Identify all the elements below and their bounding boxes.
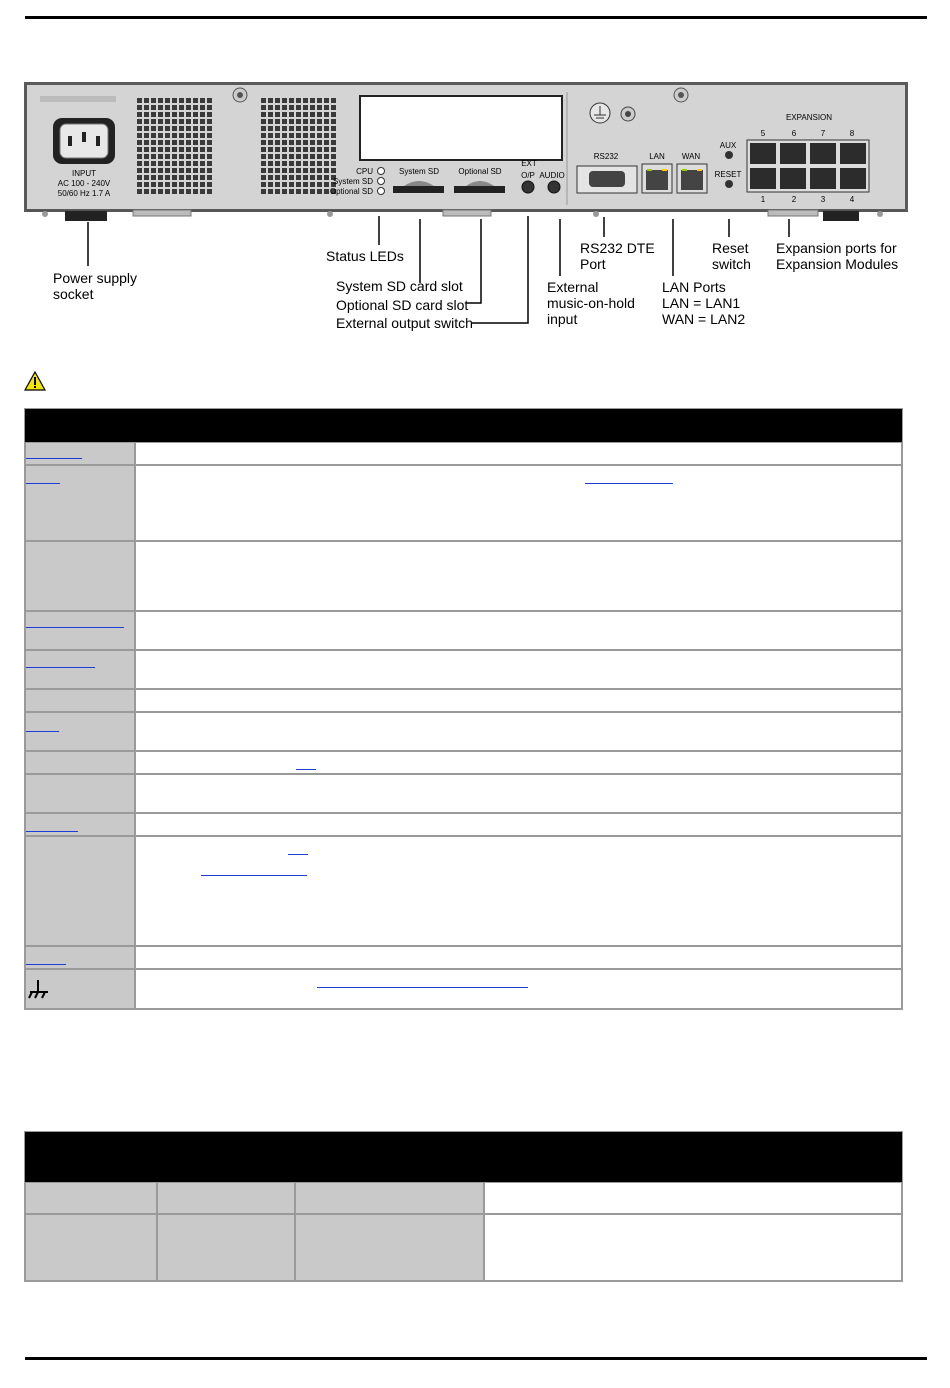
table-row	[25, 712, 902, 751]
exp-num-1: 1	[760, 195, 766, 204]
table-header-row	[25, 1132, 902, 1182]
callout-expansion: Expansion ports for Expansion Modules	[776, 240, 899, 272]
audio-socket	[548, 181, 560, 193]
reset-button	[725, 180, 733, 188]
table-row	[25, 1214, 902, 1281]
led-label-cpu: CPU	[356, 167, 373, 176]
table-row	[25, 836, 902, 946]
psu-label-line2: AC 100 - 240V	[57, 179, 111, 188]
callout-lan-ports: LAN Ports LAN = LAN1 WAN = LAN2	[662, 279, 746, 327]
optional-sd-slot	[454, 186, 505, 193]
row-link[interactable]	[26, 731, 59, 732]
callout-status-leds: Status LEDs	[326, 248, 404, 264]
functional-ground-icon	[28, 977, 52, 1001]
led-label-optional-sd: Optional SD	[329, 187, 373, 196]
table-row	[25, 465, 902, 541]
row-link[interactable]	[26, 667, 95, 668]
exp-num-5: 5	[760, 129, 766, 138]
table-row	[25, 751, 902, 774]
ports-table	[24, 408, 903, 1010]
callout-external-moh: External music-on-hold input	[547, 279, 635, 327]
row-link[interactable]	[26, 964, 66, 965]
audio-label: AUDIO	[539, 171, 565, 180]
op-label: O/P	[521, 171, 535, 180]
aux-label: AUX	[719, 141, 737, 150]
inline-link[interactable]	[317, 987, 528, 988]
table-row	[25, 442, 902, 465]
foot-left	[65, 211, 107, 221]
psu-label-line1: INPUT	[72, 169, 96, 178]
exp-num-2: 2	[791, 195, 797, 204]
row-link[interactable]	[26, 831, 78, 832]
expansion-port	[810, 143, 836, 164]
psu-label-line3: 50/60 Hz 1.7 A	[57, 189, 111, 198]
wan-port	[681, 170, 703, 190]
ext-op-socket	[522, 181, 534, 193]
expansion-port	[780, 143, 806, 164]
callout-system-sd: System SD card slot	[336, 278, 463, 294]
callout-power-supply: Power supply socket	[53, 270, 138, 302]
led-table	[24, 1131, 903, 1282]
inline-link[interactable]	[288, 854, 308, 855]
row-link[interactable]	[26, 627, 124, 628]
exp-num-7: 7	[820, 129, 826, 138]
lan-port	[646, 170, 668, 190]
foot-right	[823, 211, 859, 221]
reset-label: RESET	[714, 170, 742, 179]
callout-rs232: RS232 DTE Port	[580, 240, 655, 272]
expansion-port	[750, 143, 776, 164]
inline-link[interactable]	[296, 769, 316, 770]
row-link[interactable]	[26, 483, 60, 484]
rear-panel-diagram	[0, 0, 950, 340]
ext-label: EXT	[521, 159, 537, 168]
exp-num-6: 6	[791, 129, 797, 138]
bottom-rule	[25, 1357, 927, 1360]
exp-num-4: 4	[849, 195, 855, 204]
table-header-row	[25, 409, 902, 442]
expansion-port	[840, 143, 866, 164]
rs232-port	[589, 171, 625, 187]
wan-label: WAN	[681, 152, 701, 161]
expansion-port	[750, 168, 776, 189]
inline-link[interactable]	[201, 875, 307, 876]
system-sd-slot	[393, 186, 444, 193]
label-panel	[360, 96, 562, 160]
exp-num-3: 3	[820, 195, 826, 204]
slot-label-system-sd: System SD	[398, 167, 440, 176]
rs232-label: RS232	[593, 152, 619, 161]
expansion-label: EXPANSION	[785, 113, 833, 122]
aux-socket	[725, 151, 733, 159]
inline-link[interactable]	[585, 483, 673, 484]
warning-triangle-icon	[24, 371, 46, 391]
exp-num-8: 8	[849, 129, 855, 138]
expansion-port	[810, 168, 836, 189]
callout-external-output: External output switch	[336, 315, 473, 331]
table-row	[25, 946, 902, 969]
led-label-system-sd: System SD	[332, 177, 373, 186]
table-row	[25, 611, 902, 650]
table-row	[25, 969, 902, 1009]
row-link[interactable]	[26, 458, 82, 459]
table-row	[25, 541, 902, 611]
table-row	[25, 813, 902, 836]
callout-reset: Reset switch	[712, 240, 751, 272]
table-row	[25, 650, 902, 689]
table-row	[25, 774, 902, 813]
expansion-port	[840, 168, 866, 189]
slot-label-optional-sd: Optional SD	[458, 167, 502, 176]
lan-label: LAN	[649, 152, 665, 161]
callout-optional-sd: Optional SD card slot	[336, 297, 469, 313]
table-row	[25, 689, 902, 712]
expansion-port	[780, 168, 806, 189]
table-row	[25, 1182, 902, 1214]
